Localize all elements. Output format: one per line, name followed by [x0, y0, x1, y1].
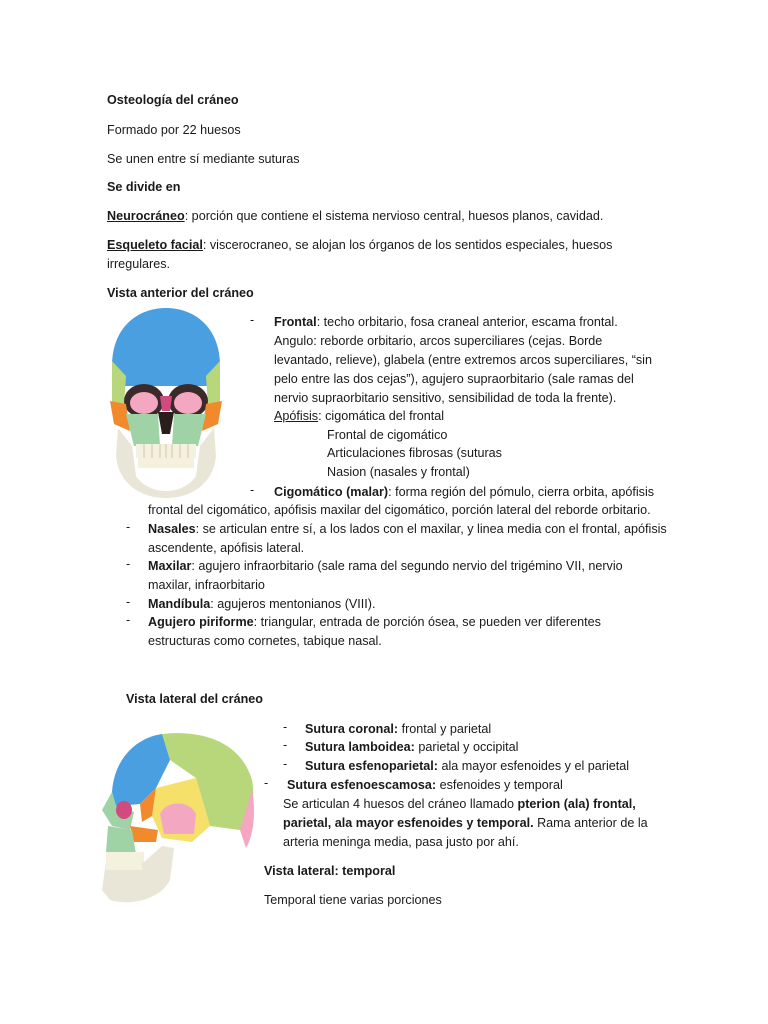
text-nasales-2: ascendente, apófisis lateral.	[148, 541, 305, 555]
text-pterion-2: parietal, ala mayor esfenoides y temporal. Rama anterior de la	[283, 816, 648, 830]
item-piriforme: Agujero piriforme: triangular, entrada de porción ósea, se pueden ver diferentes	[148, 615, 601, 629]
paragraph-neurocraneo: Neurocráneo: porción que contiene el sistema nervioso central, huesos planos, cavidad.	[107, 209, 604, 223]
bullet-dash: -	[264, 776, 269, 790]
item-mandibula: Mandíbula: agujeros mentonianos (VIII).	[148, 597, 376, 611]
text-maxilar-2: maxilar, infraorbitario	[148, 578, 265, 592]
skull-anterior-image	[104, 306, 228, 498]
item-sutura-lamboidea: Sutura lamboidea: parietal y occipital	[305, 740, 519, 754]
bullet-dash: -	[126, 520, 131, 534]
paragraph-suturas: Se unen entre sí mediante suturas	[107, 152, 300, 166]
bullet-dash: -	[126, 557, 131, 571]
heading-vista-lateral-temporal: Vista lateral: temporal	[264, 864, 396, 878]
text-piriforme-2: estructuras como cornetes, tabique nasal.	[148, 634, 382, 648]
text-angulo-4: nervio supraorbitario sensitivo, sensibilidad de toda la frente).	[274, 391, 617, 405]
bullet-dash: -	[283, 738, 288, 752]
heading-vista-anterior: Vista anterior del cráneo	[107, 286, 254, 300]
paragraph-formado: Formado por 22 huesos	[107, 123, 241, 137]
item-frontal: Frontal: techo orbitario, fosa craneal anterior, escama frontal.	[274, 315, 618, 329]
text-apofisis-sub-3: Nasion (nasales y frontal)	[327, 465, 470, 479]
paragraph-divide: Se divide en	[107, 180, 181, 194]
item-cigomatico: Cigomático (malar): forma región del pómulo, cierra orbita, apófisis	[274, 485, 655, 499]
item-sutura-esfenoparietal: Sutura esfenoparietal: ala mayor esfenoides y el parietal	[305, 759, 630, 773]
text-angulo-3: pelo entre las dos cejas”), agujero supraorbitario (sale ramas del	[274, 372, 634, 386]
text-apofisis-sub-2: Articulaciones fibrosas (suturas	[327, 446, 502, 460]
bullet-dash: -	[126, 613, 131, 627]
text-angulo-2: levantado, relieve), glabela (entre extremos arcos superciliares, “sin	[274, 353, 652, 367]
text-pterion-3: arteria meninga media, pasa justo por ahí.	[283, 835, 519, 849]
skull-lateral-image	[100, 730, 256, 906]
paragraph-esqueleto-facial-cont: irregulares.	[107, 257, 170, 271]
document-title: Osteología del cráneo	[107, 93, 239, 107]
text-angulo-1: Angulo: reborde orbitario, arcos superciliares (cejas. Borde	[274, 334, 603, 348]
item-nasales: Nasales: se articulan entre sí, a los lados con el maxilar, y linea media con el frontal, apófisis	[148, 522, 667, 536]
bullet-dash: -	[250, 483, 255, 497]
paragraph-esqueleto-facial: Esqueleto facial: viscerocraneo, se alojan los órganos de los sentidos especiales, huesos	[107, 238, 613, 252]
text-apofisis-sub-1: Frontal de cigomático	[327, 428, 448, 442]
text-temporal: Temporal tiene varias porciones	[264, 893, 442, 907]
item-sutura-coronal: Sutura coronal: frontal y parietal	[305, 722, 492, 736]
bullet-dash: -	[126, 595, 131, 609]
item-maxilar: Maxilar: agujero infraorbitario (sale rama del segundo nervio del trigémino VII, nervio	[148, 559, 623, 573]
bullet-dash: -	[283, 757, 288, 771]
item-sutura-esfenoescamosa: Sutura esfenoescamosa: esfenoides y temporal	[287, 778, 563, 792]
bullet-dash: -	[250, 313, 255, 327]
bullet-dash: -	[283, 720, 288, 734]
text-cigomatico-2: frontal del cigomático, apófisis maxilar del cigomático, porción lateral del reborde orbitario.	[148, 503, 651, 517]
text-apofisis: Apófisis: cigomática del frontal	[274, 409, 445, 423]
heading-vista-lateral: Vista lateral del cráneo	[126, 692, 263, 706]
text-pterion-1: Se articulan 4 huesos del cráneo llamado pterion (ala) frontal,	[283, 797, 636, 811]
